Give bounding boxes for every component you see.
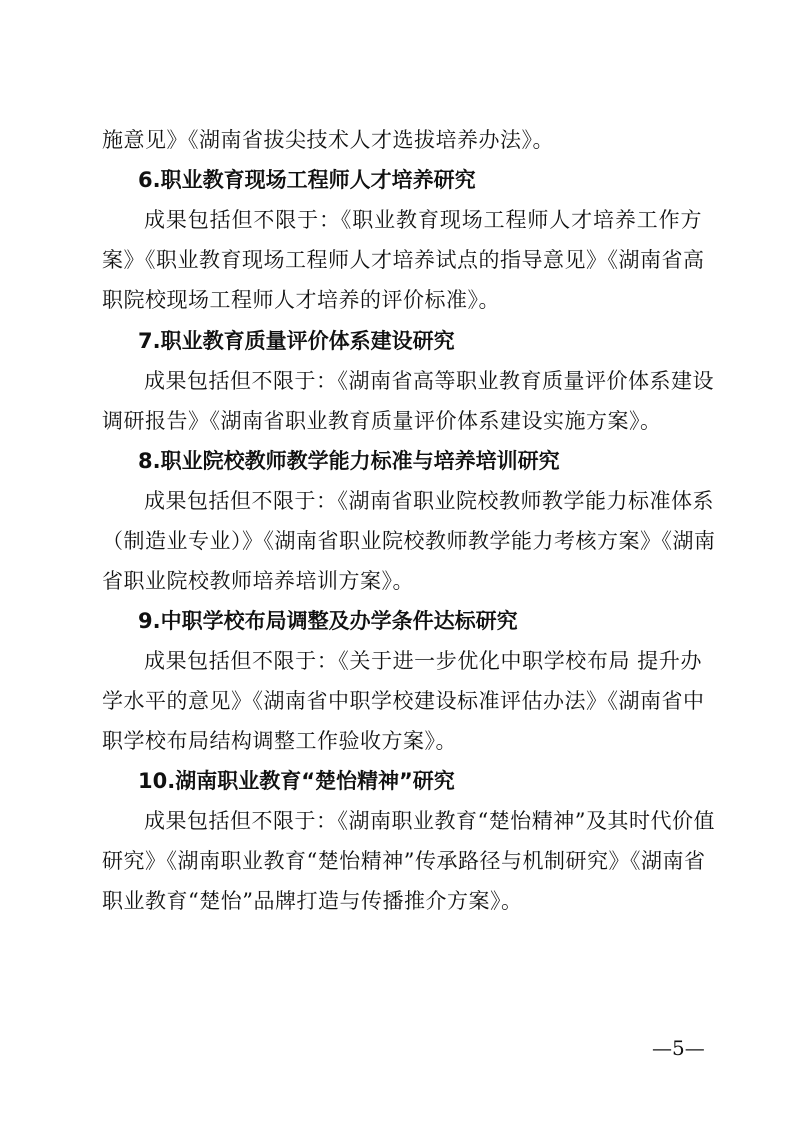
paragraph-6-line-1: 成果包括但不限于：《职业教育现场工程师人才培养工作方	[144, 208, 702, 232]
paragraph-8-line-3: 省职业院校教师培养培训方案》。	[102, 569, 414, 593]
section-heading-7: 7.职业教育质量评价体系建设研究	[138, 329, 455, 353]
paragraph-8-line-1: 成果包括但不限于：《湖南省职业院校教师教学能力标准体系	[144, 489, 714, 513]
section-heading-9: 9.中职学校布局调整及办学条件达标研究	[138, 609, 518, 633]
paragraph-8-line-2: （制造业专业）》《湖南省职业院校教师教学能力考核方案》《湖南	[102, 529, 716, 553]
paragraph-10-line-2: 研究》《湖南职业教育“楚怡精神”传承路径与机制研究》《湖南省	[102, 849, 706, 873]
paragraph-6-line-3: 职院校现场工程师人才培养的评价标准》。	[102, 288, 500, 312]
paragraph-9-line-3: 职学校布局结构调整工作验收方案》。	[102, 729, 457, 753]
section-heading-6: 6.职业教育现场工程师人才培养研究	[138, 168, 476, 192]
paragraph-10-line-3: 职业教育“楚怡”品牌打造与传播推介方案》。	[102, 889, 523, 913]
paragraph-7-line-1: 成果包括但不限于：《湖南省高等职业教育质量评价体系建设	[144, 369, 714, 393]
page-number: —5—	[652, 1036, 705, 1060]
paragraph-6-line-2: 案》《职业教育现场工程师人才培养试点的指导意见》《湖南省高	[102, 248, 705, 272]
paragraph-10-line-1: 成果包括但不限于：《湖南职业教育“楚怡精神”及其时代价值	[144, 809, 715, 833]
section-heading-8: 8.职业院校教师教学能力标准与培养培训研究	[138, 449, 560, 473]
section-heading-10: 10.湖南职业教育“楚怡精神”研究	[138, 769, 455, 793]
paragraph-7-line-2: 调研报告》《湖南省职业教育质量评价体系建设实施方案》。	[102, 409, 662, 433]
paragraph-9-line-1: 成果包括但不限于：《关于进一步优化中职学校布局 提升办	[144, 649, 702, 673]
paragraph-9-line-2: 学水平的意见》《湖南省中职学校建设标准评估办法》《湖南省中	[102, 689, 705, 713]
paragraph-line-continued: 施意见》《湖南省拔尖技术人才选拔培养办法》。	[102, 128, 554, 152]
